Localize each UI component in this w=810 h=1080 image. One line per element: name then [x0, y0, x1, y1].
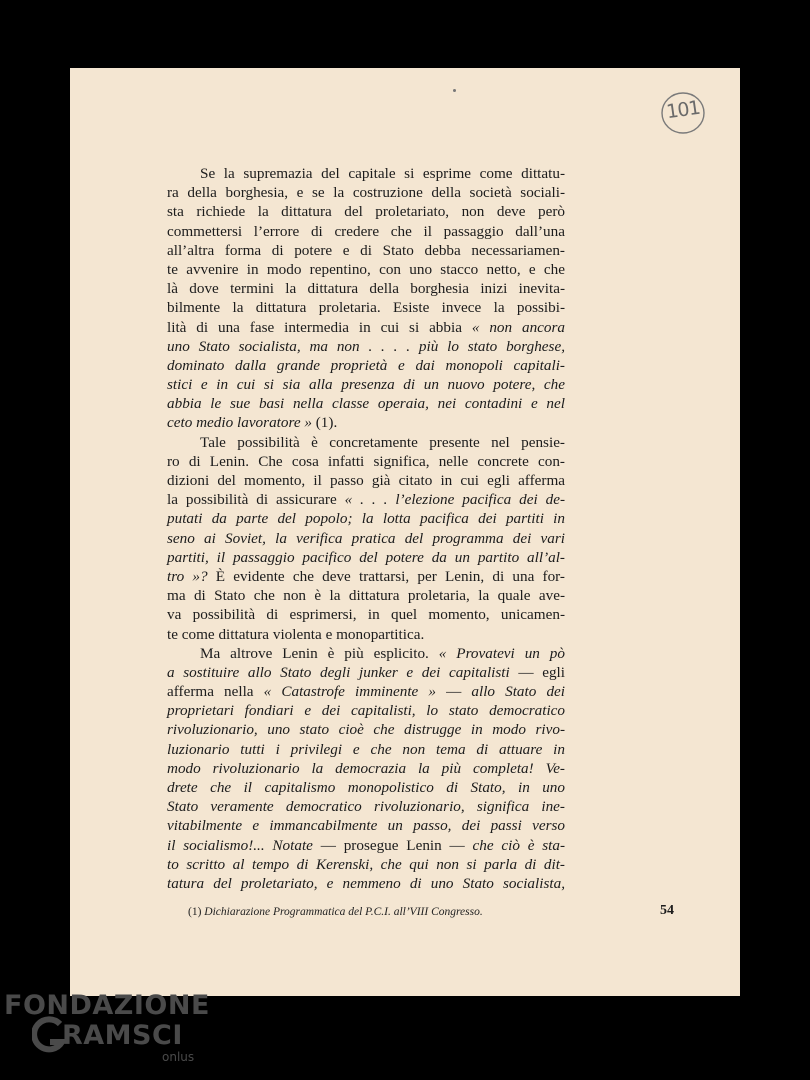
text-line: ro di Lenin. Che cosa infatti significa, nelle concrete con-	[167, 452, 565, 470]
text-line: sta richiede la dittatura del proletariato, non deve però	[167, 203, 565, 221]
text-line: luzionario tutti i privilegi e che non tema di attuare in	[167, 740, 565, 758]
logo-line-1: FONDAZIONE	[4, 990, 210, 1021]
text-line: putati da parte del popolo; la lotta pacifica dei partiti in	[167, 510, 565, 528]
text-line: ceto medio lavoratore » (1).	[167, 414, 338, 432]
text-line: vitabilmente e immancabilmente un passo, dei passi verso	[167, 817, 565, 835]
text-line: te come dittatura violenta e monopartitica.	[167, 625, 425, 643]
text-line: a sostituire allo Stato degli junker e dei capitalisti — egli	[167, 663, 565, 681]
text-line: Stato veramente democratico rivoluzionario, significa ine-	[167, 798, 565, 816]
fondazione-gramsci-logo	[4, 990, 210, 1070]
footnote-number: (1)	[188, 906, 202, 918]
logo-g-icon	[32, 1016, 66, 1056]
page-number: 54	[660, 903, 674, 918]
text-line: Tale possibilità è concretamente presente nel pensie-	[200, 433, 565, 451]
text-line: bilmente la dittatura proletaria. Esiste invece la possibi-	[167, 299, 565, 317]
text-line: Ma altrove Lenin è più esplicito. « Provatevi un pò	[200, 644, 565, 662]
logo-suffix: onlus	[162, 1050, 195, 1064]
text-line: commettersi l’errore di credere che il passaggio dall’una	[167, 222, 565, 240]
text-line: partiti, il passaggio pacifico del potere da un partito all’al-	[167, 548, 565, 566]
text-line: modo rivoluzionario la democrazia la più completa! Ve-	[167, 759, 565, 777]
archive-stamp	[660, 90, 706, 136]
text-line: abbia le sue basi nella classe operaia, nei contadini e nel	[167, 395, 565, 413]
body-text	[167, 164, 565, 893]
footnote	[188, 906, 533, 918]
text-line: drete che il capitalismo monopolistico di Stato, in uno	[167, 779, 565, 796]
text-line: il socialismo!... Notate — prosegue Lenin — che ciò è sta-	[167, 836, 566, 854]
stamp-number: 101	[664, 96, 701, 124]
footnote-text: Dichiarazione Programmatica del P.C.I. all’VIII Congresso.	[204, 906, 483, 918]
text-line: dizioni del momento, il passo già citato in cui egli afferma	[167, 472, 565, 489]
page-mark	[453, 89, 456, 92]
document-page	[70, 68, 740, 996]
text-line: seno ai Soviet, la verifica pratica del programma dei vari	[167, 529, 565, 547]
text-line: afferma nella « Catastrofe imminente » — allo Stato dei	[167, 683, 565, 701]
text-line: proprietari fondiari e dei capitalisti, lo stato democratico	[167, 702, 565, 720]
text-line: dominato dalla grande proprietà e dai monopoli capitali-	[167, 356, 565, 374]
logo-line-2: RAMSCI	[62, 1020, 183, 1051]
text-line: uno Stato socialista, ma non . . . . più lo stato borghese,	[167, 337, 565, 355]
text-line: ra della borghesia, e se la costruzione della società sociali-	[167, 184, 565, 202]
text-line: all’altra forma di potere e di Stato debba necessariamen-	[167, 241, 565, 259]
text-line: lità di una fase intermedia in cui si abbia « non ancora	[167, 318, 566, 336]
text-line: Se la supremazia del capitale si esprime come dittatu-	[200, 165, 565, 182]
text-line: là dove termini la dittatura della borghesia inizi inevita-	[167, 280, 565, 298]
text-line: tro »? È evidente che deve trattarsi, per Lenin, di una for-	[167, 567, 565, 585]
text-line: va possibilità di esprimersi, in quel momento, unicamen-	[167, 606, 565, 624]
text-line: tatura del proletariato, e nemmeno di uno Stato socialista,	[167, 874, 565, 892]
text-line: stici e in cui si sia alla presenza di un nuovo potere, che	[167, 376, 565, 394]
text-line: te avvenire in modo repentino, con uno stacco netto, e che	[167, 260, 565, 278]
text-line: to scritto al tempo di Kerenski, che qui non si parla di dit-	[167, 855, 565, 873]
text-line: la possibilità di assicurare « . . . l’elezione pacifica dei de-	[167, 491, 566, 509]
text-line: ma di Stato che non è la dittatura proletaria, la quale ave-	[167, 587, 565, 605]
text-line: rivoluzionario, uno stato cioè che distrugge in modo rivo-	[167, 721, 565, 739]
